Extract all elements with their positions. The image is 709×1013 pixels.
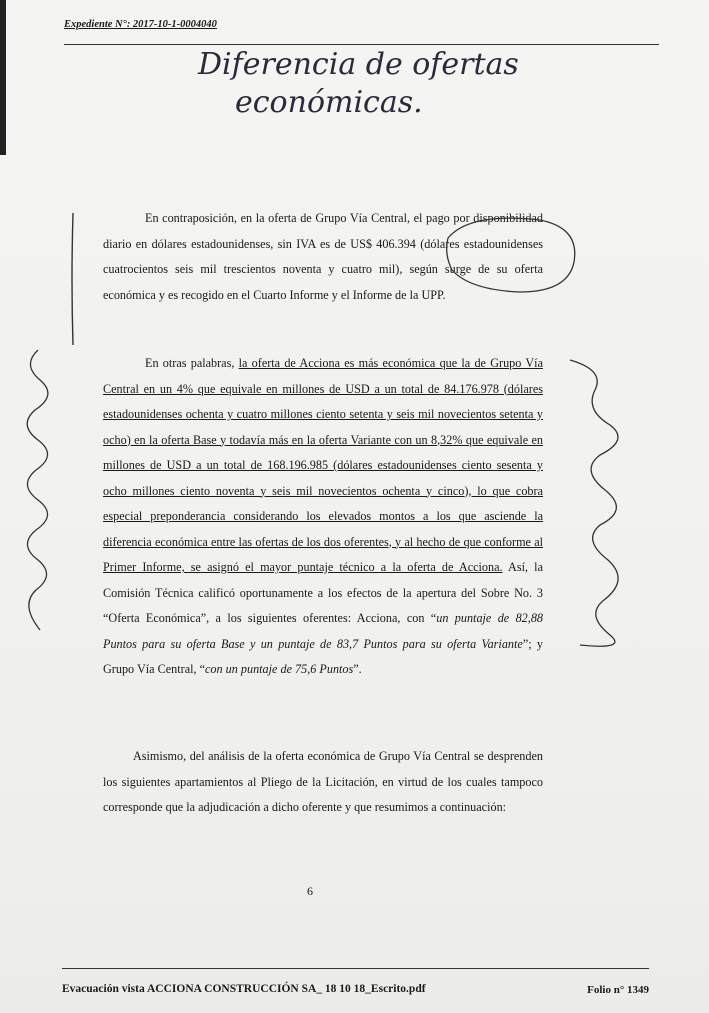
paragraph-otras-palabras xyxy=(103,351,543,683)
expediente-header: Expediente N°: 2017-10-1-0004040 xyxy=(64,19,217,30)
handwritten-note xyxy=(190,42,550,122)
handwritten-note-line2: económicas. xyxy=(235,85,423,120)
paragraph-contraposicion: En contraposición, en la oferta de Grupo Vía Central, el pago por disponibilidad diario en dólares estadounidenses, sin IVA es de US$ 406.394 (dólares estadounidenses cuatrocientos seis mil trescientos noventa y cuatro mil), según surge de su oferta económica y es recogido en el Cuarto Informe y el Informe de la UPP. xyxy=(103,211,543,302)
scan-edge-shadow xyxy=(0,0,6,155)
p2-quote-acciona: un puntaje de 82,88 Puntos para su oferta Base y un puntaje de 83,7 Puntos para su oferta Variante xyxy=(103,611,544,651)
p2-quote-grupo: con un puntaje de 75,6 Puntos xyxy=(205,662,354,676)
page-number: 6 xyxy=(307,884,313,898)
p2-rest-3: ”. xyxy=(353,662,362,676)
margin-line xyxy=(72,213,73,345)
handwritten-note-line1: Diferencia de ofertas xyxy=(198,47,519,82)
paragraph-asimismo: Asimismo, del análisis de la oferta económica de Grupo Vía Central se desprenden los siguientes apartamientos al Pliego de la Licitación, en virtud de los cuales tampoco corresponde que la adjudicación a dicho oferente y que resumimos a continuación: xyxy=(103,749,543,814)
p2-rest-2: ”; y Grupo Vía Central, “ xyxy=(103,636,543,676)
right-squiggle-mark xyxy=(570,360,618,646)
left-squiggle-mark xyxy=(27,350,48,630)
footer-rule xyxy=(62,968,649,969)
footer-filename: Evacuación vista ACCIONA CONSTRUCCIÓN SA_ 18 10 18_Escrito.pdf xyxy=(62,983,426,995)
p2-rest-1: Así, la Comisión Técnica calificó oportunamente a los efectos de la apertura del Sobre No. 3 “Oferta Económica”, a los siguientes oferentes: Acciona, con “ xyxy=(103,560,543,625)
p2-intro: En otras palabras, xyxy=(145,356,239,370)
footer-folio: Folio n° 1349 xyxy=(587,984,649,996)
p2-underlined-text: la oferta de Acciona es más económica que la de Grupo Vía Central en un 4% que equivale en millones de USD a un total de 84.176.978 (dólares estadounidenses ochenta y cuatro millones ciento setenta y seis mil novecientos setenta y ocho) en la oferta Base y todavía más en la oferta Variante con un 8,32% que equivale en millones de USD a un total de 168.196.985 (dólares estadounidenses ciento sesenta y ocho millones ciento noventa y seis mil novecientos ochenta y cinco), lo que cobra especial preponderancia considerando los elevados montos a los que asciende la diferencia económica entre las ofertas de los dos oferentes, y al hecho de que conforme al Primer Informe, se asignó el mayor puntaje técnico a la oferta de Acciona. xyxy=(103,356,543,574)
